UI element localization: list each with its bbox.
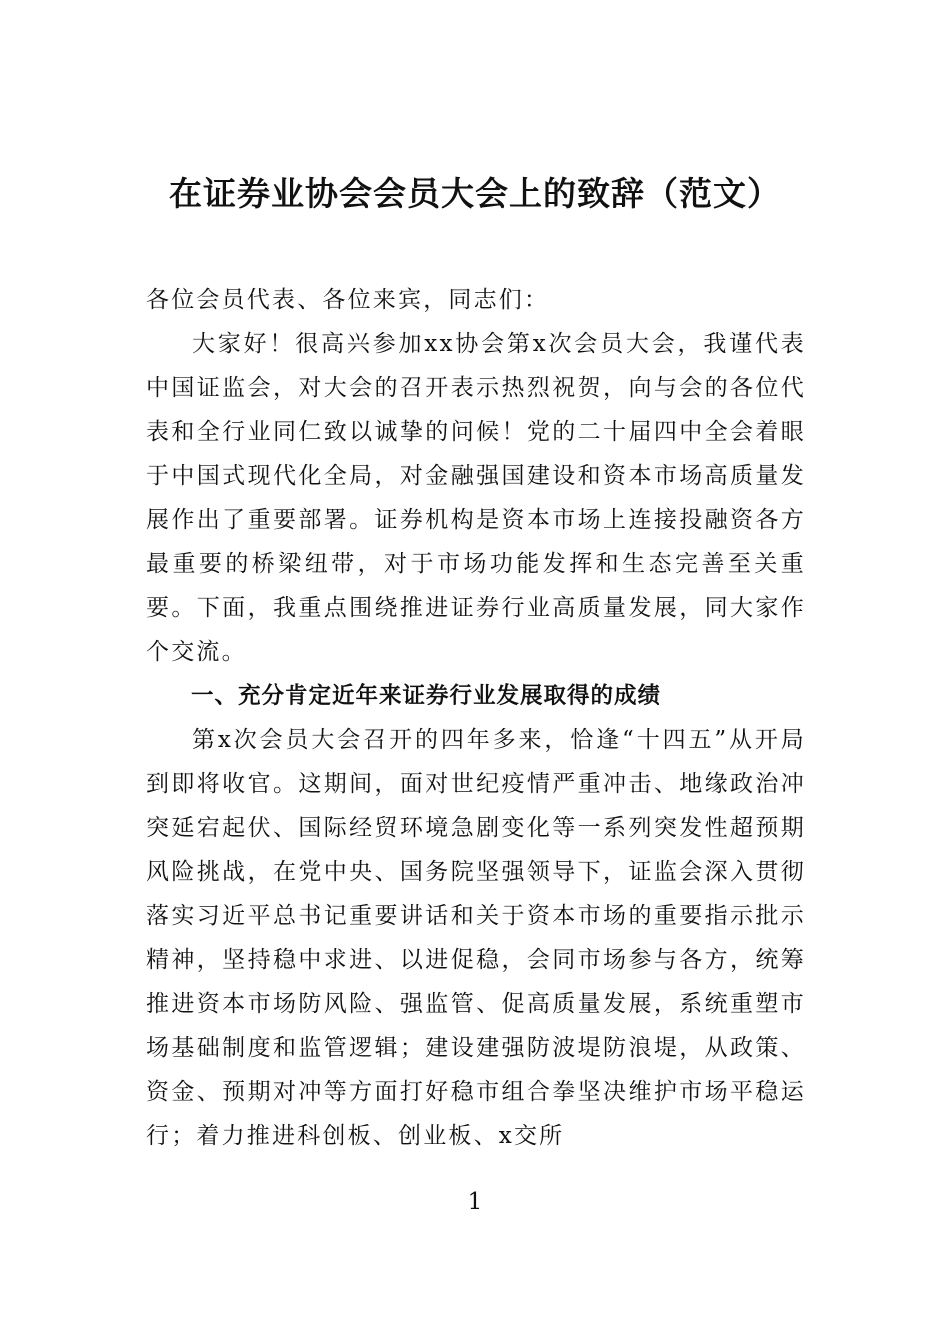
document-title: 在证券业协会会员大会上的致辞（范文）	[169, 174, 781, 213]
paragraph-section-1: 第x次会员大会召开的四年多来，恰逢“十四五”从开局到即将收官。这期间，面对世纪疫情严重冲击、地缘政治冲突延宕起伏、国际经贸环境急剧变化等一系列突发性超预期风险挑战，在党中央、国务院坚强领导下，证监会深入贯彻落实习近平总书记重要讲话和关于资本市场的重要指示批示精神，坚持稳中求进、以进促稳，会同市场参与各方，统筹推进资本市场防风险、强监管、促高质量发展，系统重塑市场基础制度和监管逻辑；建设建强防波堤防浪堤，从政策、资金、预期对冲等方面打好稳市组合拳坚决维护市场平稳运行；着力推进科创板、创业板、x交所	[146, 727, 806, 1149]
page-number: 1	[467, 1189, 483, 1215]
salutation: 各位会员代表、各位来宾，同志们：	[146, 287, 550, 313]
document-body	[146, 278, 806, 1158]
section-heading: 一、充分肯定近年来证券行业发展取得的成绩	[191, 683, 662, 709]
paragraph-opening: 大家好！很高兴参加xx协会第x次会员大会，我谨代表中国证监会，对大会的召开表示热烈祝贺，向与会的各位代表和全行业同仁致以诚挚的问候！党的二十届四中全会着眼于中国式现代化全局，对金融强国建设和资本市场高质量发展作出了重要部署。证券机构是资本市场上连接投融资各方最重要的桥梁纽带，对于市场功能发挥和生态完善至关重要。下面，我重点围绕推进证券行业高质量发展，同大家作个交流。	[146, 331, 806, 665]
